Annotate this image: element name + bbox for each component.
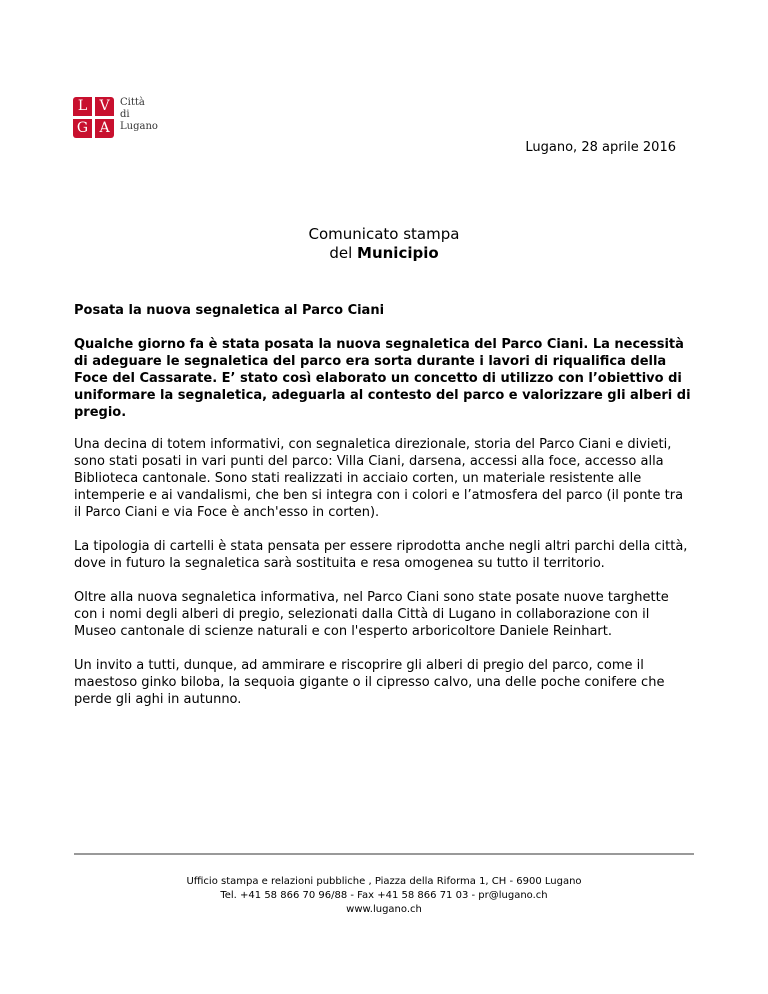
logo-letter-a: A — [95, 119, 114, 138]
logo-letter-v: V — [95, 97, 114, 116]
body-paragraph: Un invito a tutti, dunque, ad ammirare e riscoprire gli alberi di pregio del parco, come il maestoso ginko biloba, la sequoia gigante o il cipresso calvo, una delle poche conifere che perde gli aghi in autunno. — [74, 658, 665, 707]
coat-of-arms-icon — [73, 97, 115, 139]
logo-text-line: di — [120, 109, 130, 120]
heading-line1: Comunicato stampa — [308, 225, 460, 243]
logo-text — [120, 97, 158, 133]
body-paragraph: Oltre alla nuova segnaletica informativa, nel Parco Ciani sono state posate nuove targhette con i nomi degli alberi di pregio, selezionati dalla Città di Lugano in collaborazione con il Museo cantonale di scienze naturali e con l'esperto arboricoltore Daniele Reinhart. — [74, 590, 669, 639]
document-body — [74, 302, 694, 725]
body-paragraph: Una decina di totem informativi, con segnaletica direzionale, storia del Parco Ciani e divieti, sono stati posati in vari punti del parco: Villa Ciani, darsena, accessi alla foce, accesso alla Biblioteca cantonale. Sono stati realizzati in acciaio corten, un materiale resistente alle intemperie e ai vandalismi, che ben si integra con i colori e l’atmosfera del parco (il ponte tra il Parco Ciani e via Foce è anch'esso in corten). — [74, 437, 684, 520]
logo-text-line: Città — [120, 97, 145, 108]
footer-divider — [74, 853, 694, 855]
logo-text-line: Lugano — [120, 121, 158, 132]
footer-website: www.lugano.ch — [346, 904, 422, 915]
footer-contacts: Tel. +41 58 866 70 96/88 - Fax +41 58 866 71 03 - pr@lugano.ch — [220, 890, 548, 901]
logo-letter-g: G — [73, 119, 92, 138]
footer — [0, 875, 768, 917]
press-release-title: Posata la nuova segnaletica al Parco Ciani — [74, 303, 385, 318]
city-logo — [73, 97, 193, 145]
document-date: Lugano, 28 aprile 2016 — [525, 140, 676, 155]
heading-line2 — [0, 244, 768, 263]
body-paragraph: La tipologia di cartelli è stata pensata per essere riprodotta anche negli altri parchi della città, dove in futuro la segnaletica sarà sostituita e resa omogenea su tutto il territorio. — [74, 539, 688, 571]
lead-paragraph: Qualche giorno fa è stata posata la nuova segnaletica del Parco Ciani. La necessità di adeguare le segnaletica del parco era sorta durante i lavori di riqualifica della Foce del Cassarate. E’ stato così elaborato un concetto di utilizzo con l’obiettivo di uniformare la segnaletica, adeguarla al contesto del parco e valorizzare gli alberi di pregio. — [74, 337, 691, 420]
heading-prefix: del — [329, 244, 358, 262]
logo-letter-l: L — [73, 97, 92, 116]
heading-bold: Municipio — [357, 244, 439, 262]
footer-address: Ufficio stampa e relazioni pubbliche , Piazza della Riforma 1, CH - 6900 Lugano — [186, 876, 582, 887]
document-heading — [0, 225, 768, 263]
